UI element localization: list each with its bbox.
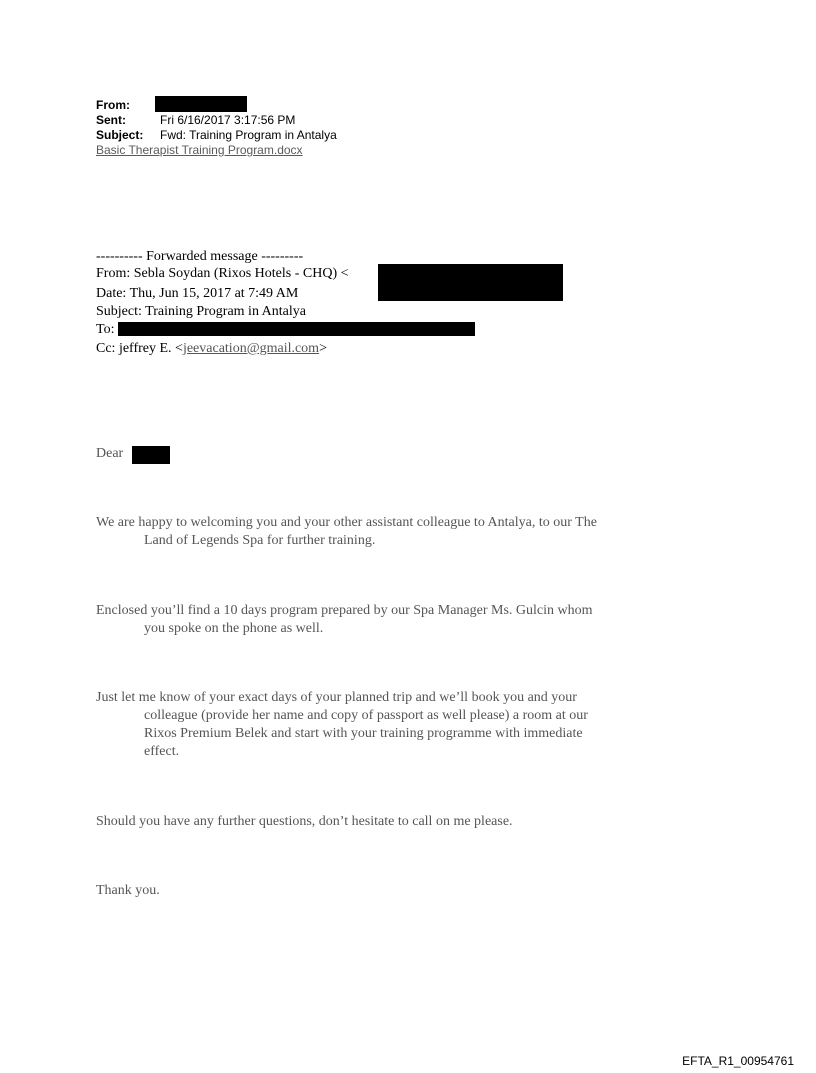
redaction-to [118,322,475,336]
greeting-text: Dear [96,446,124,461]
paragraph-line: We are happy to welcoming you and your other assistant colleague to Antalya, to our The [96,515,597,530]
cc-prefix: Cc: jeffrey E. < [96,341,183,356]
cc-email-link[interactable]: jeevacation@gmail.com [182,341,320,356]
greeting [96,445,686,463]
sent-label: Sent: [96,113,126,127]
subject-label: Subject: [96,128,144,142]
paragraph-line: Just let me know of your exact days of your planned trip and we’ll book you and your [96,690,577,705]
paragraph-welcome [96,514,686,550]
redaction-sender-email [378,264,563,301]
paragraph-questions [96,813,686,831]
document-id: EFTA_R1_00954761 [682,1054,794,1068]
forwarded-divider: ---------- Forwarded message --------- [96,249,304,264]
closing-text: Thank you. [96,883,160,898]
paragraph-line: Rixos Premium Belek and start with your training programme with immediate [144,726,583,741]
redaction-from [155,96,247,112]
closing [96,882,686,900]
paragraph-line: colleague (provide her name and copy of passport as well please) a room at our [144,708,588,723]
sent-value: Fri 6/16/2017 3:17:56 PM [160,113,296,127]
attachment-link[interactable]: Basic Therapist Training Program.docx [96,143,303,157]
paragraph-line: Land of Legends Spa for further training. [144,533,376,548]
paragraph-line: Enclosed you’ll find a 10 days program prepared by our Spa Manager Ms. Gulcin whom [96,603,593,618]
paragraph-line: Should you have any further questions, don’t hesitate to call on me please. [96,814,513,829]
cc-suffix: > [319,341,327,356]
paragraph-booking [96,689,686,761]
forwarded-date: Date: Thu, Jun 15, 2017 at 7:49 AM [96,286,299,301]
paragraph-program [96,602,686,638]
subject-value: Fwd: Training Program in Antalya [160,128,337,142]
from-header [96,98,130,112]
from-label: From: [96,98,130,112]
paragraph-line: you spoke on the phone as well. [144,621,324,636]
forwarded-cc [96,340,327,357]
paragraph-line: effect. [144,744,180,759]
to-label: To: [96,322,115,337]
sent-header [96,113,295,127]
redaction-recipient-name [132,446,170,464]
subject-header [96,128,337,142]
forwarded-from: From: Sebla Soydan (Rixos Hotels - CHQ) < [96,266,349,281]
forwarded-to [96,321,114,338]
forwarded-subject: Subject: Training Program in Antalya [96,304,306,319]
